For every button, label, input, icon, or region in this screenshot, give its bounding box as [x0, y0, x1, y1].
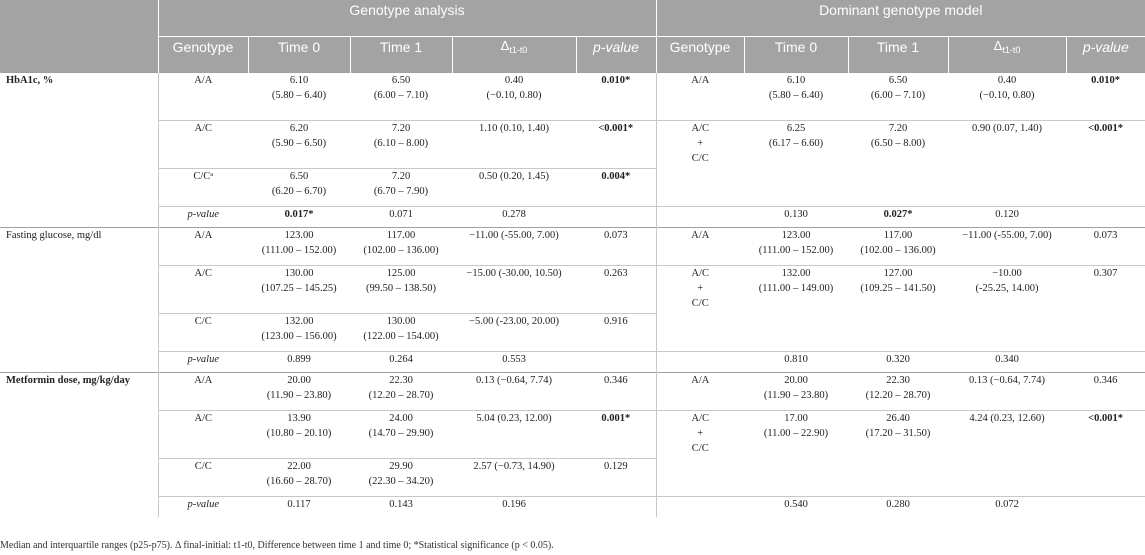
- dom-pvalue-cell: <0.001*: [1066, 411, 1145, 497]
- dom-genotype-empty: [656, 207, 744, 228]
- dom-time1-cell: 127.00 (109.25 – 141.50): [848, 266, 948, 352]
- dom-time0-pvalue: 0.540: [744, 497, 848, 518]
- dom-time0-cell: 6.25 (6.17 – 6.60): [744, 121, 848, 207]
- dom-time1-pvalue: 0.027*: [848, 207, 948, 228]
- dom-delta-cell: 0.40 (−0.10, 0.80): [948, 73, 1066, 121]
- time0-pvalue: 0.899: [248, 352, 350, 373]
- genotype-cell: C/Cᵃ: [158, 169, 248, 207]
- delta-cell: 2.57 (−0.73, 14.90): [452, 459, 576, 497]
- dom-genotype-cell: A/A: [656, 373, 744, 411]
- pvalue-cell: 0.010*: [576, 73, 656, 121]
- time1-pvalue: 0.264: [350, 352, 452, 373]
- pvalue-cell: 0.004*: [576, 169, 656, 207]
- table-row: [0, 73, 1145, 121]
- dom-time1-cell: 6.50 (6.00 – 7.10): [848, 73, 948, 121]
- pvalue-row-label: p-value: [158, 352, 248, 373]
- dom-delta-cell: −11.00 (-55.00, 7.00): [948, 228, 1066, 266]
- dom-delta-pvalue: 0.072: [948, 497, 1066, 518]
- col-header-dom-time0: Time 0: [744, 37, 848, 73]
- time0-cell: 130.00 (107.25 – 145.25): [248, 266, 350, 314]
- delta-cell: 5.04 (0.23, 12.00): [452, 411, 576, 459]
- dom-pvalue-cell: 0.073: [1066, 228, 1145, 266]
- pvalue-empty: [576, 207, 656, 228]
- dom-time1-cell: 117.00 (102.00 – 136.00): [848, 228, 948, 266]
- dom-genotype-cell: A/A: [656, 73, 744, 121]
- col-header-dom-time1: Time 1: [848, 37, 948, 73]
- dom-delta-cell: 4.24 (0.23, 12.60): [948, 411, 1066, 497]
- time0-cell: 6.20 (5.90 – 6.50): [248, 121, 350, 169]
- dom-genotype-empty: [656, 352, 744, 373]
- header-blank-2: [0, 37, 158, 73]
- dom-time1-cell: 26.40 (17.20 – 31.50): [848, 411, 948, 497]
- pvalue-cell: 0.916: [576, 314, 656, 352]
- table-row: [0, 373, 1145, 411]
- time1-pvalue: 0.071: [350, 207, 452, 228]
- time0-pvalue: 0.117: [248, 497, 350, 518]
- delta-cell: 0.50 (0.20, 1.45): [452, 169, 576, 207]
- time0-cell: 22.00 (16.60 – 28.70): [248, 459, 350, 497]
- time1-cell: 130.00 (122.00 – 154.00): [350, 314, 452, 352]
- delta-cell: 0.40 (−0.10, 0.80): [452, 73, 576, 121]
- dom-time1-cell: 7.20 (6.50 – 8.00): [848, 121, 948, 207]
- table-row: [0, 497, 1145, 518]
- time1-cell: 7.20 (6.10 – 8.00): [350, 121, 452, 169]
- genotype-cell: C/C: [158, 314, 248, 352]
- time1-pvalue: 0.143: [350, 497, 452, 518]
- genotype-cell: A/C: [158, 266, 248, 314]
- dom-time0-pvalue: 0.810: [744, 352, 848, 373]
- pvalue-cell: 0.001*: [576, 411, 656, 459]
- dom-delta-cell: 0.13 (−0.64, 7.74): [948, 373, 1066, 411]
- dom-pvalue-cell: 0.307: [1066, 266, 1145, 352]
- genotype-cell: C/C: [158, 459, 248, 497]
- dom-pvalue-empty: [1066, 352, 1145, 373]
- dom-time0-cell: 132.00 (111.00 – 149.00): [744, 266, 848, 352]
- col-header-genotype: Genotype: [158, 37, 248, 73]
- dom-pvalue-cell: 0.346: [1066, 373, 1145, 411]
- dom-delta-cell: −10.00 (-25.25, 14.00): [948, 266, 1066, 352]
- time0-cell: 20.00 (11.90 – 23.80): [248, 373, 350, 411]
- pvalue-empty: [576, 352, 656, 373]
- dom-delta-pvalue: 0.120: [948, 207, 1066, 228]
- time0-cell: 123.00 (111.00 – 152.00): [248, 228, 350, 266]
- col-header-pvalue: p-value: [576, 37, 656, 73]
- pvalue-row-label: p-value: [158, 207, 248, 228]
- genotype-cell: A/C: [158, 411, 248, 459]
- table-row: [0, 266, 1145, 314]
- time1-cell: 117.00 (102.00 – 136.00): [350, 228, 452, 266]
- row-label-hba1c: HbA1c, %: [0, 73, 158, 228]
- dom-genotype-cell: A/A: [656, 228, 744, 266]
- delta-cell: −11.00 (-55.00, 7.00): [452, 228, 576, 266]
- genotype-cell: A/A: [158, 373, 248, 411]
- dom-pvalue-empty: [1066, 497, 1145, 518]
- time0-cell: 13.90 (10.80 – 20.10): [248, 411, 350, 459]
- dom-pvalue-cell: <0.001*: [1066, 121, 1145, 207]
- delta-cell: 0.13 (−0.64, 7.74): [452, 373, 576, 411]
- col-header-time1: Time 1: [350, 37, 452, 73]
- col-header-dom-pvalue: p-value: [1066, 37, 1145, 73]
- time0-pvalue: 0.017*: [248, 207, 350, 228]
- delta-pvalue: 0.196: [452, 497, 576, 518]
- delta-pvalue: 0.553: [452, 352, 576, 373]
- dom-time1-pvalue: 0.280: [848, 497, 948, 518]
- col-header-time0: Time 0: [248, 37, 350, 73]
- table-row: [0, 352, 1145, 373]
- dom-time0-cell: 20.00 (11.90 – 23.80): [744, 373, 848, 411]
- table-row: [0, 207, 1145, 228]
- time1-cell: 29.90 (22.30 – 34.20): [350, 459, 452, 497]
- time1-cell: 24.00 (14.70 – 29.90): [350, 411, 452, 459]
- pvalue-cell: 0.073: [576, 228, 656, 266]
- time1-cell: 7.20 (6.70 – 7.90): [350, 169, 452, 207]
- pvalue-empty: [576, 497, 656, 518]
- group-header-genotype-analysis: Genotype analysis: [158, 0, 656, 37]
- col-header-delta: $\Delta_{t1-t0}$: [452, 37, 576, 73]
- row-label-fasting-glucose: Fasting glucose, mg/dl: [0, 228, 158, 373]
- dom-time1-pvalue: 0.320: [848, 352, 948, 373]
- col-header-dom-delta: $\Delta_{t1-t0}$: [948, 37, 1066, 73]
- dom-genotype-combined: A/C + C/C: [656, 121, 744, 207]
- pvalue-cell: 0.129: [576, 459, 656, 497]
- genotype-cell: A/C: [158, 121, 248, 169]
- genotype-cell: A/A: [158, 73, 248, 121]
- dom-genotype-combined: A/C + C/C: [656, 411, 744, 497]
- table-row: [0, 121, 1145, 169]
- genotype-cell: A/A: [158, 228, 248, 266]
- delta-cell: 1.10 (0.10, 1.40): [452, 121, 576, 169]
- time0-cell: 132.00 (123.00 – 156.00): [248, 314, 350, 352]
- dom-pvalue-cell: 0.010*: [1066, 73, 1145, 121]
- time0-cell: 6.10 (5.80 – 6.40): [248, 73, 350, 121]
- pvalue-cell: <0.001*: [576, 121, 656, 169]
- dom-time0-cell: 17.00 (11.00 – 22.90): [744, 411, 848, 497]
- dom-time0-cell: 123.00 (111.00 – 152.00): [744, 228, 848, 266]
- dom-time0-cell: 6.10 (5.80 – 6.40): [744, 73, 848, 121]
- time1-cell: 125.00 (99.50 – 138.50): [350, 266, 452, 314]
- delta-cell: −15.00 (-30.00, 10.50): [452, 266, 576, 314]
- table-row: [0, 228, 1145, 266]
- time1-cell: 6.50 (6.00 – 7.10): [350, 73, 452, 121]
- dom-genotype-combined: A/C + C/C: [656, 266, 744, 352]
- time0-cell: 6.50 (6.20 – 6.70): [248, 169, 350, 207]
- dom-pvalue-empty: [1066, 207, 1145, 228]
- dom-time0-pvalue: 0.130: [744, 207, 848, 228]
- pvalue-row-label: p-value: [158, 497, 248, 518]
- row-label-metformin-dose: Metformin dose, mg/kg/day: [0, 373, 158, 518]
- dom-genotype-empty: [656, 497, 744, 518]
- col-header-dom-genotype: Genotype: [656, 37, 744, 73]
- time1-cell: 22.30 (12.20 – 28.70): [350, 373, 452, 411]
- delta-cell: −5.00 (-23.00, 20.00): [452, 314, 576, 352]
- pvalue-cell: 0.263: [576, 266, 656, 314]
- dom-time1-cell: 22.30 (12.20 – 28.70): [848, 373, 948, 411]
- pvalue-cell: 0.346: [576, 373, 656, 411]
- delta-pvalue: 0.278: [452, 207, 576, 228]
- group-header-dominant-model: Dominant genotype model: [656, 0, 1145, 37]
- table-row: [0, 411, 1145, 459]
- header-blank: [0, 0, 158, 37]
- dom-delta-cell: 0.90 (0.07, 1.40): [948, 121, 1066, 207]
- dom-delta-pvalue: 0.340: [948, 352, 1066, 373]
- table-footnote: Median and interquartile ranges (p25-p75). Δ final-initial: t1-t0, Difference between time 1 and time 0; *Statistical significance (p < 0.05).: [0, 540, 554, 551]
